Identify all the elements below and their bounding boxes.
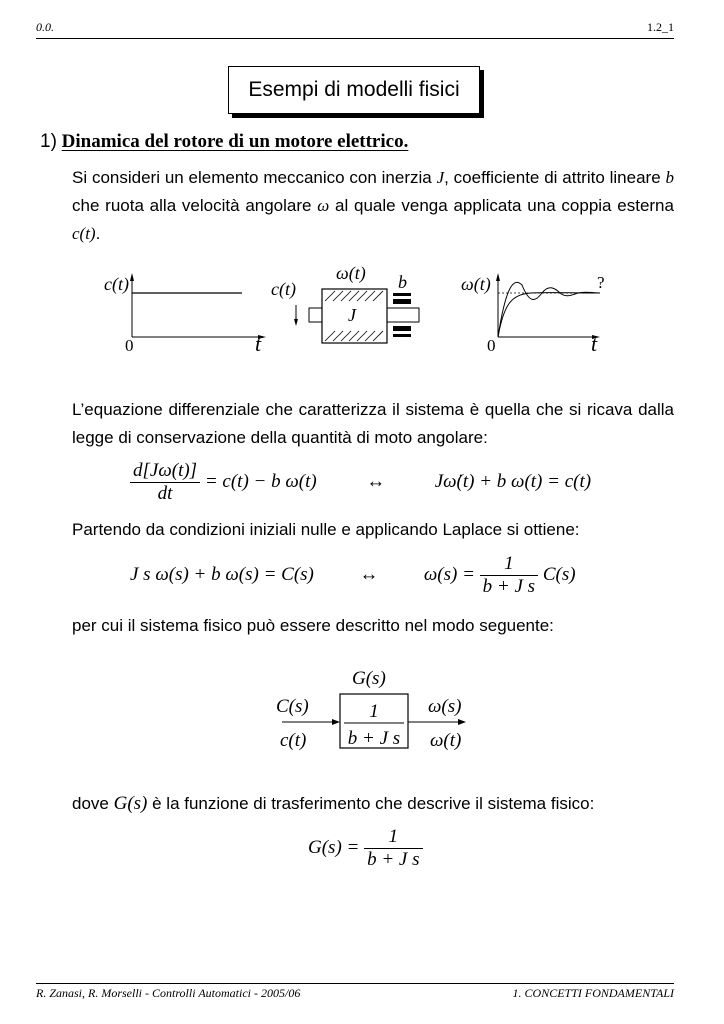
- left-step-plot: [104, 273, 266, 356]
- intro-text-1: Si consideri un elemento meccanico con inerzia: [72, 168, 432, 187]
- var-G: G(s): [113, 793, 148, 814]
- equation-laplace: [130, 553, 576, 598]
- rotor-torque-label: c(t): [271, 279, 296, 299]
- eq1-denominator: dt: [157, 483, 173, 504]
- right-plot-ylabel: ω(t): [461, 274, 491, 294]
- right-plot-xlabel: t: [591, 331, 598, 356]
- footer-right: 1. CONCETTI FONDAMENTALI: [512, 986, 674, 1000]
- eq2-equivalence-arrow: ↔: [359, 563, 379, 585]
- var-b: b: [665, 168, 674, 187]
- block-denominator: b + J s: [347, 728, 401, 749]
- paragraph-block-intro: per cui il sistema fisico può essere descritto nel modo seguente:: [72, 616, 554, 635]
- footer-rule: [36, 983, 674, 984]
- block-diagram: [260, 660, 490, 760]
- intro-text-3: che ruota alla velocità angolare: [72, 196, 312, 215]
- intro-text-4: al quale venga applicata una coppia esterna: [335, 196, 674, 215]
- eq2-tail: C(s): [542, 563, 576, 585]
- section-number: 1): [40, 131, 57, 152]
- block-input-top: C(s): [276, 696, 309, 717]
- eq1-right: Jω̇(t) + b ω(t) = c(t): [434, 470, 592, 492]
- rotor-figure: [0, 255, 724, 365]
- output-arrow-icon: [458, 719, 466, 725]
- intro-text-2: , coefficiente di attrito lineare: [444, 168, 661, 187]
- eq3-numerator: 1: [364, 826, 422, 849]
- right-plot-origin: 0: [487, 336, 496, 355]
- var-J: J: [436, 168, 445, 187]
- eq2-denominator: b + J s: [482, 576, 536, 597]
- para5-text-1: dove: [72, 794, 109, 813]
- block-output-top: ω(s): [428, 696, 462, 717]
- equation-motion: [130, 460, 591, 505]
- rotor-omega-label: ω(t): [336, 263, 366, 283]
- section-title: Dinamica del rotore di un motore elettrico.: [61, 131, 409, 152]
- rotor-friction-label: b: [398, 272, 407, 292]
- input-arrow-icon: [332, 719, 340, 725]
- section-heading: [40, 131, 408, 153]
- paragraph-differential-equation: L’equazione differenziale che caratterizza il sistema è quella che si ricava dalla legge di conservazione della quantità di moto angolare:: [72, 400, 674, 447]
- header-left: 0.0.: [36, 20, 54, 34]
- rotor-sketch: [271, 263, 419, 343]
- page-title: [228, 66, 480, 114]
- block-G-label: G(s): [352, 668, 386, 689]
- equation-transfer-function: [308, 826, 423, 871]
- torque-arrow-icon: [294, 319, 298, 326]
- eq1-rhs: = c(t) − b ω(t): [204, 470, 317, 492]
- var-c: c(t): [72, 224, 96, 243]
- intro-text-5: .: [95, 224, 101, 243]
- rotor-inertia-label: J: [348, 305, 356, 325]
- eq1-numerator: d[Jω(t)]: [130, 460, 200, 483]
- var-omega: ω: [317, 196, 330, 215]
- footer-left: R. Zanasi, R. Morselli - Controlli Automatici - 2005/06: [36, 986, 301, 1000]
- paragraph-transfer-function: [72, 790, 674, 818]
- block-numerator: 1: [369, 701, 379, 722]
- block-output-bottom: ω(t): [430, 730, 462, 751]
- page-title-text: Esempi di modelli fisici: [248, 78, 460, 101]
- eq1-equivalence-arrow: ↔: [366, 470, 386, 492]
- intro-paragraph: [72, 164, 674, 248]
- eq2-lhs: ω(s) =: [423, 563, 475, 585]
- eq2-numerator: 1: [480, 553, 538, 576]
- header-right: 1.2_1: [647, 20, 674, 34]
- left-plot-origin: 0: [125, 336, 134, 355]
- left-plot-ylabel: c(t): [104, 274, 129, 294]
- left-plot-xlabel: t: [255, 331, 262, 356]
- right-response-plot: [461, 273, 605, 356]
- eq2-left: J s ω(s) + b ω(s) = C(s): [130, 563, 314, 585]
- eq3-denominator: b + J s: [367, 849, 420, 870]
- block-input-bottom: c(t): [280, 730, 307, 751]
- right-plot-question: ?: [597, 273, 605, 292]
- paragraph-laplace: Partendo da condizioni iniziali nulle e applicando Laplace si ottiene:: [72, 520, 580, 539]
- header-rule: [36, 38, 674, 39]
- para5-text-2: è la funzione di trasferimento che descrive il sistema fisico:: [152, 794, 595, 813]
- eq3-lhs: G(s) =: [308, 836, 360, 858]
